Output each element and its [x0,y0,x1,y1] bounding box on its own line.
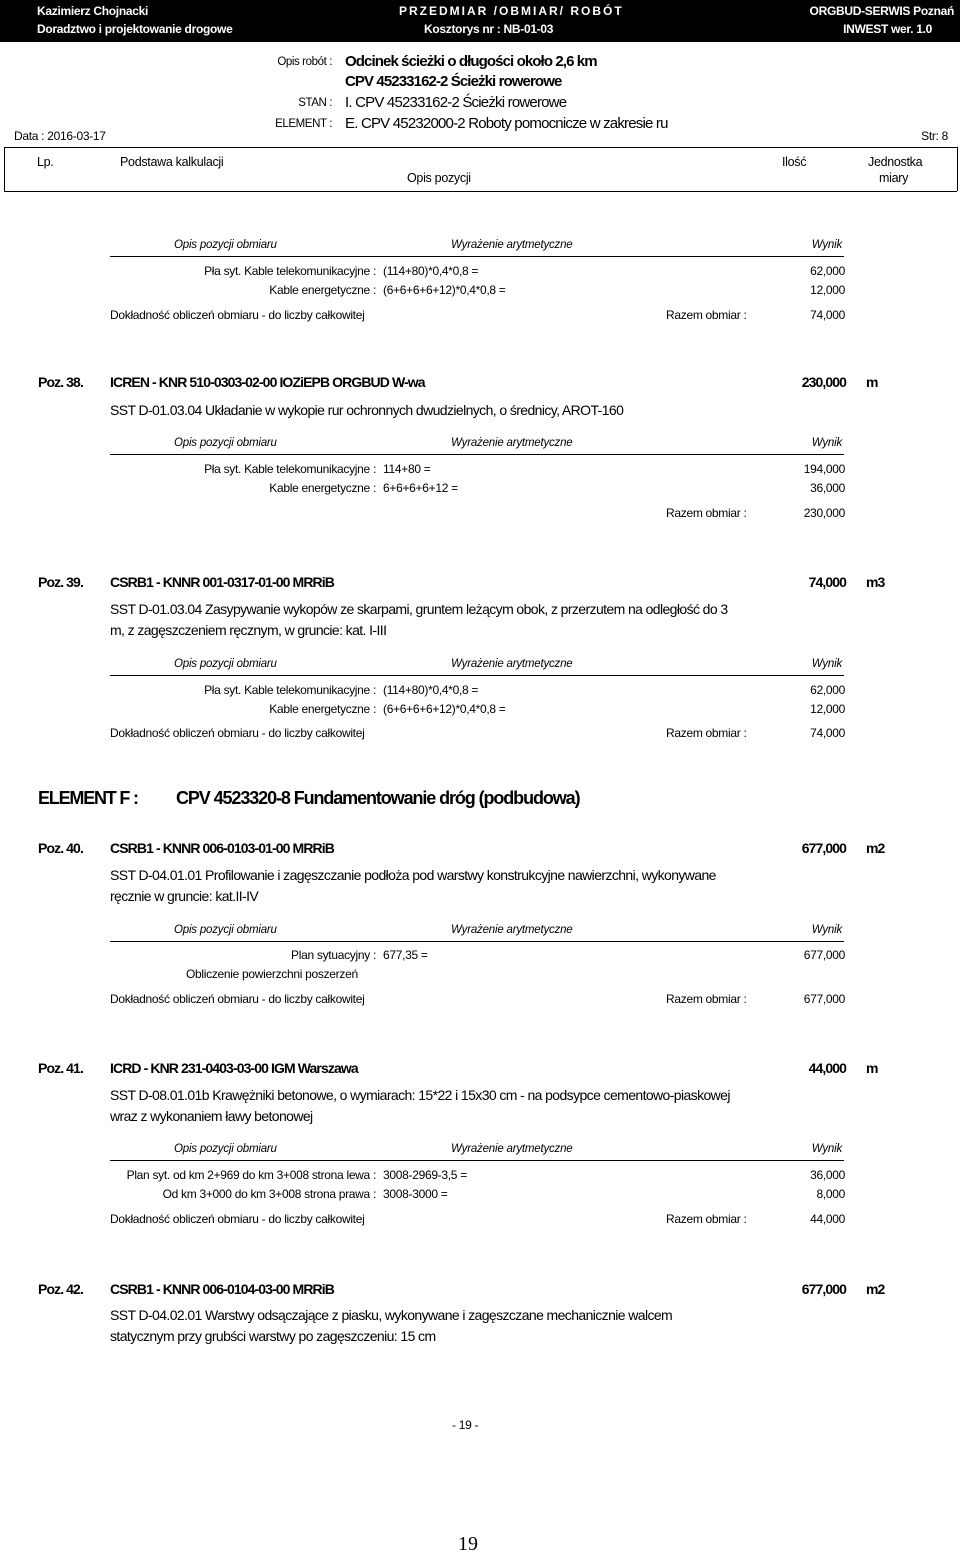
column-lp: Lp. [37,155,54,169]
position-code: CSRB1 - KNNR 001-0317-01-00 MRRiB [110,574,334,590]
measure-row-result: 36,000 [810,481,845,495]
position-quantity: 74,000 [808,574,846,590]
position-quantity: 677,000 [801,1281,846,1297]
measure-row-desc: Kable energetyczne : [269,702,376,716]
measure-row-expr: (6+6+6+6+12)*0,4*0,8 = [383,702,506,716]
position-number: Poz. 42. [38,1281,83,1297]
measure-header-result: Wynik [811,924,842,936]
measure-header-result: Wynik [811,437,842,449]
measure-header-result: Wynik [811,1143,842,1155]
column-miary: miary [879,171,909,185]
header-author: Kazimierz Chojnacki [37,4,149,18]
measure-row-desc: Pła syt. Kable telekomunikacyjne : [204,462,376,476]
total-value: 44,000 [810,1212,845,1226]
column-opis: Opis pozycji [407,171,471,185]
measure-row-expr: (114+80)*0,4*0,8 = [383,683,479,697]
measure-header-rule [110,941,844,942]
precision-note: Dokładność obliczeń obmiaru - do liczby całkowitej [110,1212,365,1226]
table-header-top-rule [4,147,957,148]
footer-page-number: 19 [458,1533,478,1555]
measure-header-expr: Wyrażenie arytmetyczne [451,437,573,449]
position-description: SST D-04.01.01 Profilowanie i zagęszczanie podłoża pod warstwy konstrukcyjne nawierzchni, wykonywane [110,867,716,883]
precision-note: Dokładność obliczeń obmiaru - do liczby całkowitej [110,726,365,740]
table-header-left-border [4,147,5,191]
measure-row-result: 36,000 [810,1168,845,1182]
position-unit: m2 [866,840,885,856]
total-label: Razem obmiar : [666,1212,747,1226]
precision-note: Dokładność obliczeń obmiaru - do liczby całkowitej [110,992,365,1006]
measure-row-expr: (114+80)*0,4*0,8 = [383,264,479,278]
position-unit: m [866,374,878,390]
document-date: Data : 2016-03-17 [14,129,106,143]
position-code: ICREN - KNR 510-0303-02-00 IOZiEPB ORGBUD W-wa [110,374,425,390]
measure-header-expr: Wyrażenie arytmetyczne [451,1143,573,1155]
measure-header-desc: Opis pozycji obmiaru [174,437,277,449]
measure-row-desc: Plan sytuacyjny : [291,948,376,962]
measure-row-result: 12,000 [810,283,845,297]
position-unit: m [866,1060,878,1076]
measure-row-result: 62,000 [810,264,845,278]
measure-header-rule [110,256,844,257]
measure-row-result: 62,000 [810,683,845,697]
header-company: ORGBUD-SERWIS Poznań [809,4,954,18]
measure-row-expr: 677,35 = [383,948,428,962]
footer-page-mark: - 19 - [452,1418,479,1432]
position-description-cont: ręcznie w gruncie: kat.II-IV [110,888,259,904]
table-header-right-border [957,147,958,191]
total-value: 74,000 [810,308,845,322]
position-unit: m2 [866,1281,885,1297]
measure-row-expr: 114+80 = [383,462,431,476]
stan-label: STAN : [298,97,332,109]
position-quantity: 44,000 [808,1060,846,1076]
measure-header-desc: Opis pozycji obmiaru [174,924,277,936]
measure-row-desc: Obliczenie powierzchni poszerzeń [186,967,358,981]
total-label: Razem obmiar : [666,726,747,740]
measure-header-rule [110,675,844,676]
measure-row-desc: Kable energetyczne : [269,481,376,495]
measure-row-desc: Kable energetyczne : [269,283,376,297]
opis-robot-line1: Odcinek ścieżki o długości około 2,6 km [345,53,597,70]
total-label: Razem obmiar : [666,308,747,322]
position-code: CSRB1 - KNNR 006-0103-01-00 MRRiB [110,840,334,856]
position-description-cont: m, z zagęszczeniem ręcznym, w gruncie: kat. I-III [110,622,387,638]
measure-row-desc: Pła syt. Kable telekomunikacyjne : [204,264,376,278]
measure-row-result: 12,000 [810,702,845,716]
position-description: SST D-01.03.04 Układanie w wykopie rur ochronnych dwudzielnych, o średnicy, AROT-160 [110,402,624,418]
measure-row-result: 194,000 [803,462,845,476]
measure-row-result: 8,000 [816,1187,845,1201]
measure-row-expr: (6+6+6+6+12)*0,4*0,8 = [383,283,506,297]
precision-note: Dokładność obliczeń obmiaru - do liczby całkowitej [110,308,365,322]
measure-header-rule [110,1160,844,1161]
measure-header-desc: Opis pozycji obmiaru [174,658,277,670]
position-description-cont: statycznym przy grubści warstwy po zagęszczeniu: 15 cm [110,1328,436,1344]
column-jednostka: Jednostka [868,155,923,169]
total-value: 74,000 [810,726,845,740]
measure-row-result: 677,000 [803,948,845,962]
total-value: 230,000 [803,506,845,520]
measure-header-expr: Wyrażenie arytmetyczne [451,924,573,936]
opis-robot-label: Opis robót : [277,56,332,68]
header-author-sub: Doradztwo i projektowanie drogowe [37,22,233,36]
position-number: Poz. 40. [38,840,83,856]
position-number: Poz. 39. [38,574,83,590]
measure-row-expr: 6+6+6+6+12 = [383,481,458,495]
element-f-title: CPV 4523320-8 Fundamentowanie dróg (podbudowa) [176,788,580,808]
header-software: INWEST wer. 1.0 [843,22,932,36]
measure-header-desc: Opis pozycji obmiaru [174,1143,277,1155]
position-number: Poz. 38. [38,374,83,390]
position-unit: m3 [866,574,885,590]
measure-row-expr: 3008-2969-3,5 = [383,1168,467,1182]
measure-header-expr: Wyrażenie arytmetyczne [451,658,573,670]
opis-robot-line2: CPV 45233162-2 Ścieżki rowerowe [345,73,562,90]
total-label: Razem obmiar : [666,506,747,520]
measure-row-desc: Pła syt. Kable telekomunikacyjne : [204,683,376,697]
element-label: ELEMENT : [275,118,332,130]
column-ilosc: Ilość [782,155,807,169]
position-quantity: 230,000 [801,374,846,390]
measure-header-desc: Opis pozycji obmiaru [174,239,277,251]
position-quantity: 677,000 [801,840,846,856]
element-value: E. CPV 45232000-2 Roboty pomocnicze w zakresie ru [345,115,668,132]
measure-row-desc: Plan syt. od km 2+969 do km 3+008 strona lewa : [126,1168,376,1182]
position-number: Poz. 41. [38,1060,83,1076]
table-header-bottom-rule [4,191,957,192]
header-estimate-no: Kosztorys nr : NB-01-03 [424,22,554,36]
page-label: Str: 8 [921,129,948,143]
total-value: 677,000 [803,992,845,1006]
measure-header-result: Wynik [811,239,842,251]
header-doc-type: PRZEDMIAR /OBMIAR/ ROBÓT [399,4,624,18]
measure-header-rule [110,454,844,455]
element-f-label: ELEMENT F : [38,788,138,808]
position-code: ICRD - KNR 231-0403-03-00 IGM Warszawa [110,1060,358,1076]
stan-value: I. CPV 45233162-2 Ścieżki rowerowe [345,94,567,111]
position-description-cont: wraz z wykonaniem ławy betonowej [110,1108,313,1124]
measure-header-expr: Wyrażenie arytmetyczne [451,239,573,251]
total-label: Razem obmiar : [666,992,747,1006]
position-description: SST D-04.02.01 Warstwy odsączające z piasku, wykonywane i zagęszczane mechanicznie walcem [110,1307,673,1323]
position-code: CSRB1 - KNNR 006-0104-03-00 MRRiB [110,1281,334,1297]
measure-header-result: Wynik [811,658,842,670]
position-description: SST D-08.01.01b Krawężniki betonowe, o wymiarach: 15*22 i 15x30 cm - na podsypce cementowo-piaskowej [110,1087,730,1103]
column-podstawa: Podstawa kalkulacji [120,155,224,169]
measure-row-desc: Od km 3+000 do km 3+008 strona prawa : [162,1187,376,1201]
measure-row-expr: 3008-3000 = [383,1187,448,1201]
position-description: SST D-01.03.04 Zasypywanie wykopów ze skarpami, gruntem leżącym obok, z przerzutem na odległość do 3 [110,601,728,617]
